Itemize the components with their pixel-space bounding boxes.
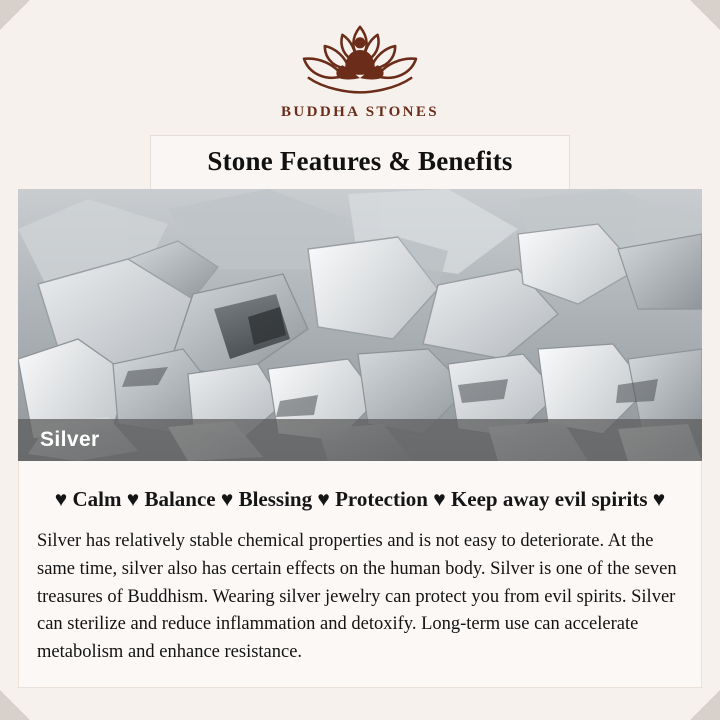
stone-name: Silver — [40, 428, 100, 451]
corner-decoration-bottom-left — [0, 690, 30, 720]
corner-decoration-bottom-right — [690, 690, 720, 720]
brand-header — [0, 0, 720, 121]
stone-info-panel — [18, 461, 702, 688]
page-title: Stone Features & Benefits — [207, 146, 513, 176]
section-title-band — [150, 135, 570, 189]
brand-name: BUDDHA STONES — [280, 104, 440, 120]
brand-logo — [0, 22, 720, 121]
stone-name-overlay — [18, 419, 702, 461]
stone-description: Silver has relatively stable chemical properties and is not easy to deteriorate. At the same time, silver also has certain effects on the human body. Silver is one of the seven treasures of Buddhism. Wearing silver jewelry can protect you from evil spirits. Silver can sterilize and reduce inflammation and detoxify. Long-term use can accelerate metabolism and enhance resistance. — [37, 531, 677, 662]
lotus-meditation-icon — [280, 22, 440, 98]
benefits-line: ♥ Calm ♥ Balance ♥ Blessing ♥ Protection ♥ Keep away evil spirits ♥ — [54, 487, 666, 511]
stone-photo — [18, 189, 702, 461]
